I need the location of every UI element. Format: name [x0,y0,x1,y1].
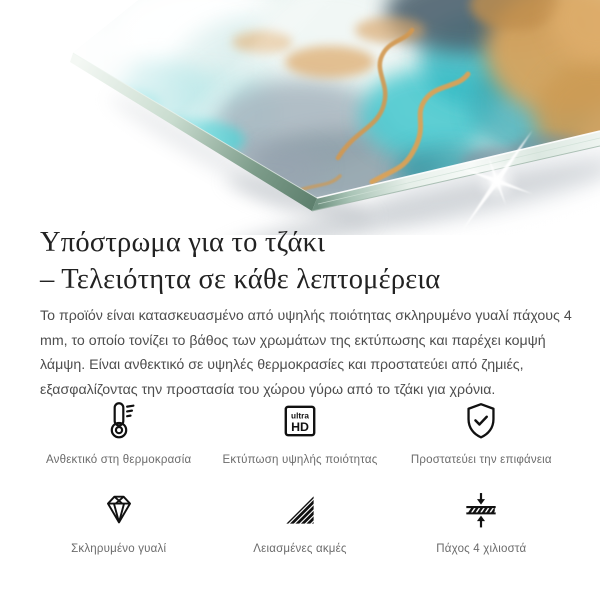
thickness-icon [459,486,503,534]
ultra-label: ultra [291,411,309,421]
thermometer-icon [96,397,142,445]
ultra-hd-icon [278,397,322,445]
feature-label: Σκληρυμένο γυαλί [71,543,167,555]
feature-label: Λειασμένες ακμές [253,543,347,555]
feature-label: Πάχος 4 χιλιοστά [436,543,527,555]
feature-label: Προστατεύει την επιφάνεια [410,454,552,466]
hero-product-photo [0,0,600,235]
polished-edges-icon [278,486,322,534]
feature-label: Ανθεκτικό στη θερμοκρασία [45,454,192,466]
shield-check-icon [458,397,504,445]
glass-panel-illustration [0,0,600,235]
feature-polished-edges [209,486,390,555]
page-title-line1: Υπόστρωμα για το τζάκι [40,227,326,258]
hd-label: HD [291,420,309,435]
product-description: Το προϊόν είναι κατασκευασμένο από υψηλής ποιότητας σκληρυμένο γυαλί πάχους 4 mm, το οποίο τονίζει το βάθος των χρωμάτων της εκτύπωσης και παρέχει κομψή λάμψη. Είναι ανθεκτικό σε υψηλές θερμοκρασίες και προστατεύει από ζημιές, εξασφαλίζοντας την προστασία του χώρου γύρω από το τζάκι για χρόνια. [40,308,572,398]
feature-label: Εκτύπωση υψηλής ποιότητας [222,454,378,466]
feature-surface-protection [391,397,572,466]
feature-print-quality [209,397,390,466]
features-grid [28,397,572,555]
diamond-icon [97,486,141,534]
feature-thickness [391,486,572,555]
page-title [40,224,440,298]
feature-temperature-resistant [28,397,209,466]
feature-tempered-glass [28,486,209,555]
page-title-line2: – Τελειότητα σε κάθε λεπτομέρεια [40,264,441,295]
